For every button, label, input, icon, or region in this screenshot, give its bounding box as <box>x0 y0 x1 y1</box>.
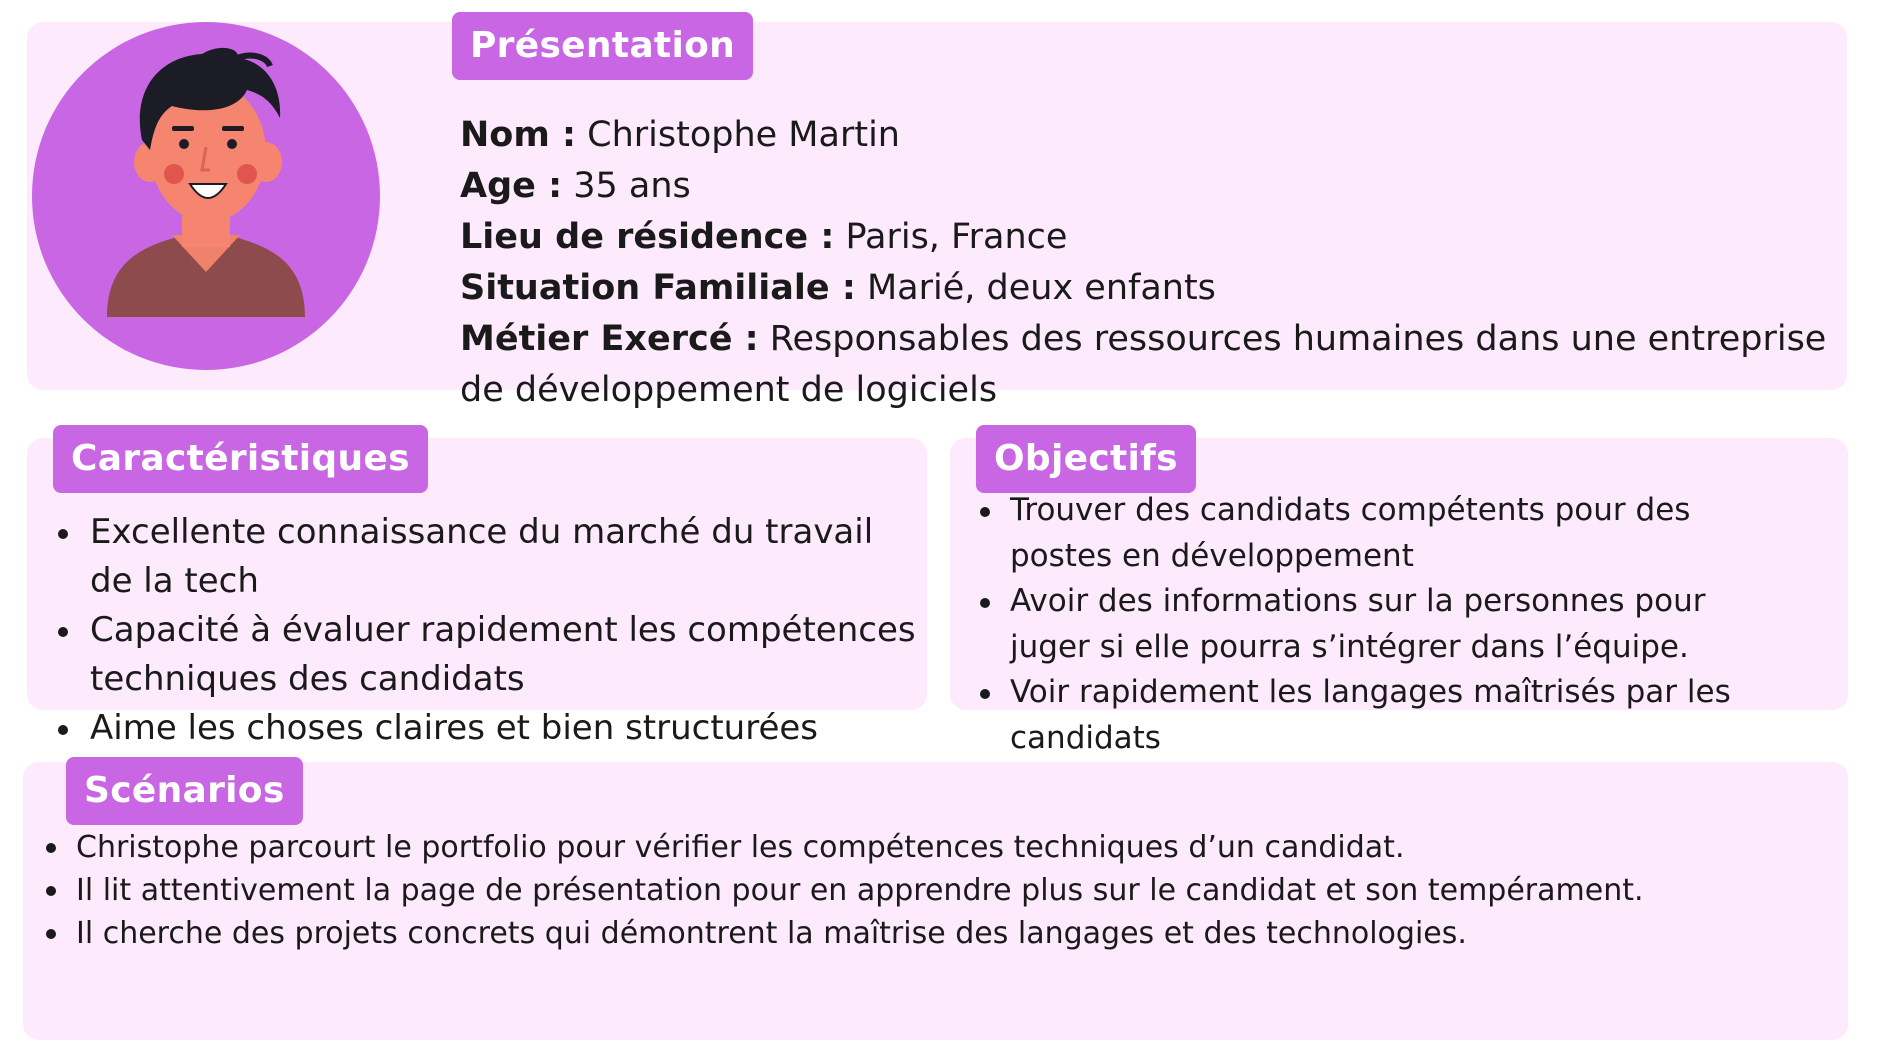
field-value: Christophe Martin <box>587 115 900 155</box>
caracteristiques-tag: Caractéristiques <box>53 425 428 493</box>
objectifs-list <box>978 488 1748 761</box>
field-label: Nom : <box>460 115 576 155</box>
field-label: Lieu de résidence : <box>460 217 835 257</box>
field-metier <box>460 314 1840 416</box>
presentation-tag: Présentation <box>452 12 753 80</box>
list-item: Capacité à évaluer rapidement les compétences techniques des candidats <box>56 606 926 704</box>
list-item: Christophe parcourt le portfolio pour vérifier les compétences techniques d’un candidat. <box>44 826 1834 869</box>
list-item: Avoir des informations sur la personnes pour juger si elle pourra s’intégrer dans l’équipe. <box>978 579 1748 670</box>
field-age <box>460 161 1840 212</box>
field-label: Age : <box>460 166 563 206</box>
field-situation <box>460 263 1840 314</box>
list-item: Aime les choses claires et bien structurées <box>56 704 926 753</box>
list-item: Il lit attentivement la page de présentation pour en apprendre plus sur le candidat et son tempérament. <box>44 869 1834 912</box>
list-item: Voir rapidement les langages maîtrisés par les candidats <box>978 670 1748 761</box>
field-lieu <box>460 212 1840 263</box>
presentation-info <box>460 110 1840 416</box>
scenarios-tag: Scénarios <box>66 757 303 825</box>
list-item: Trouver des candidats compétents pour des postes en développement <box>978 488 1748 579</box>
avatar-illustration <box>32 22 380 370</box>
avatar <box>32 22 380 370</box>
list-item: Excellente connaissance du marché du travail de la tech <box>56 508 926 606</box>
list-item: Il cherche des projets concrets qui démontrent la maîtrise des langages et des technologies. <box>44 912 1834 955</box>
objectifs-tag: Objectifs <box>976 425 1196 493</box>
caracteristiques-list <box>56 508 926 753</box>
field-value: Paris, France <box>845 217 1068 257</box>
field-value: Responsables des ressources humaines dans une entreprise de développement de logiciels <box>460 319 1827 410</box>
scenarios-list <box>44 826 1834 955</box>
field-value: Marié, deux enfants <box>866 268 1216 308</box>
field-value: 35 ans <box>573 166 691 206</box>
field-label: Situation Familiale : <box>460 268 856 308</box>
field-label: Métier Exercé : <box>460 319 759 359</box>
field-nom <box>460 110 1840 161</box>
